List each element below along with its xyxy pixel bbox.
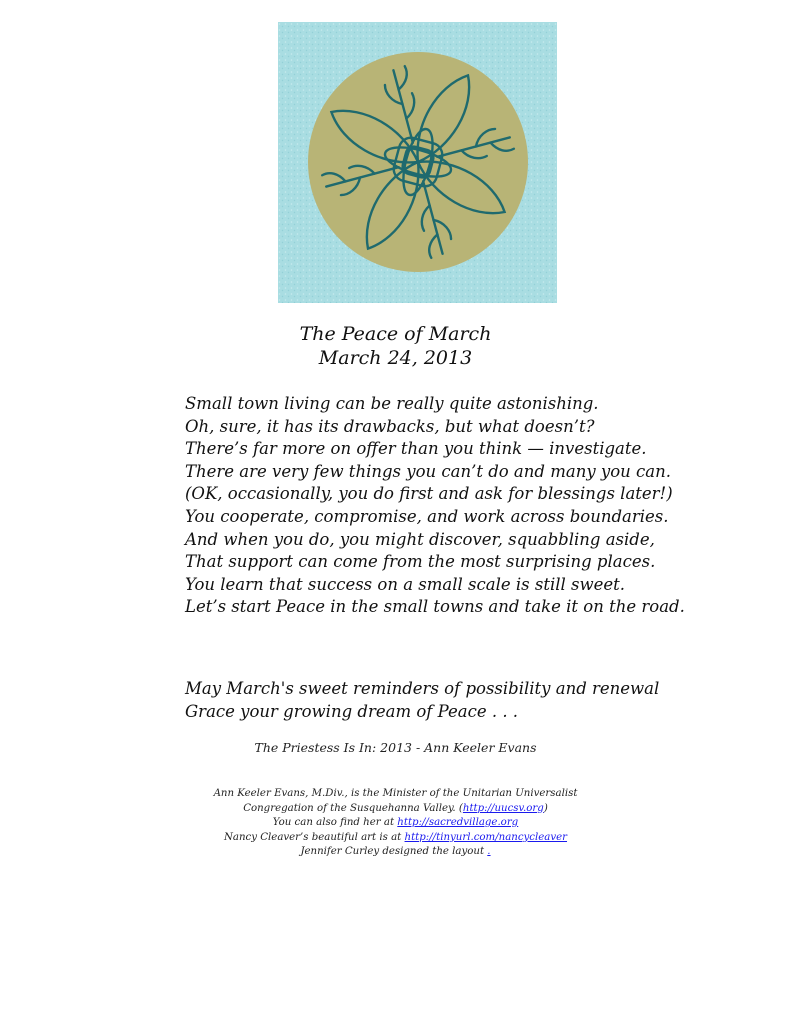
credits-line-author: Ann Keeler Evans, M.Div., is the Minister of the Unitarian Universalist: [213, 788, 578, 799]
page-date: March 24, 2013: [318, 347, 473, 369]
closing-line: Grace your growing dream of Peace . . .: [185, 702, 519, 721]
poem-line: There are very few things you can’t do and many you can.: [185, 461, 671, 481]
poem-line: Oh, sure, it has its drawbacks, but what doesn’t?: [185, 416, 595, 436]
credits: [0, 787, 791, 860]
layout-link[interactable]: .: [487, 846, 491, 858]
uucsv-link[interactable]: http://uucsv.org: [462, 802, 544, 814]
credits-line-art: [0, 831, 791, 846]
poem-line: You learn that success on a small scale is still sweet.: [185, 574, 626, 594]
page-title: The Peace of March: [299, 323, 492, 345]
credits-line-congregation: [0, 802, 791, 817]
closing-line: May March's sweet reminders of possibility and renewal: [185, 679, 660, 698]
poem-line: You cooperate, compromise, and work across boundaries.: [185, 506, 669, 526]
poem-line: Small town living can be really quite astonishing.: [185, 394, 599, 413]
sacredvillage-link[interactable]: http://sacredvillage.org: [397, 817, 519, 829]
credits-text: Jennifer Curley designed the layout: [300, 846, 488, 858]
poem-line: (OK, occasionally, you do first and ask for blessings later!): [185, 484, 673, 504]
credits-line-sacredvillage: [0, 816, 791, 831]
poem-line: And when you do, you might discover, squabbling aside,: [185, 529, 655, 549]
credits-text: Congregation of the Susquehanna Valley. (: [243, 802, 463, 814]
artwork: [278, 22, 557, 303]
credits-text: ): [543, 802, 548, 814]
credits-text: Nancy Cleaver’s beautiful art is at: [223, 831, 405, 843]
credits-line-layout: [0, 845, 791, 860]
nancycleaver-link[interactable]: http://tinyurl.com/nancycleaver: [404, 831, 568, 843]
poem-line: That support can come from the most surprising places.: [185, 552, 656, 572]
poem-line: Let’s start Peace in the small towns and take it on the road.: [185, 597, 685, 617]
poem: [185, 393, 785, 619]
poem-line: There’s far more on offer than you think — investigate.: [185, 439, 647, 459]
closing-blessing: [185, 677, 785, 723]
celtic-knot-wheat-icon: [278, 22, 557, 303]
signature: The Priestess Is In: 2013 - Ann Keeler Evans: [254, 740, 537, 755]
credits-text: You can also find her at: [272, 817, 398, 829]
